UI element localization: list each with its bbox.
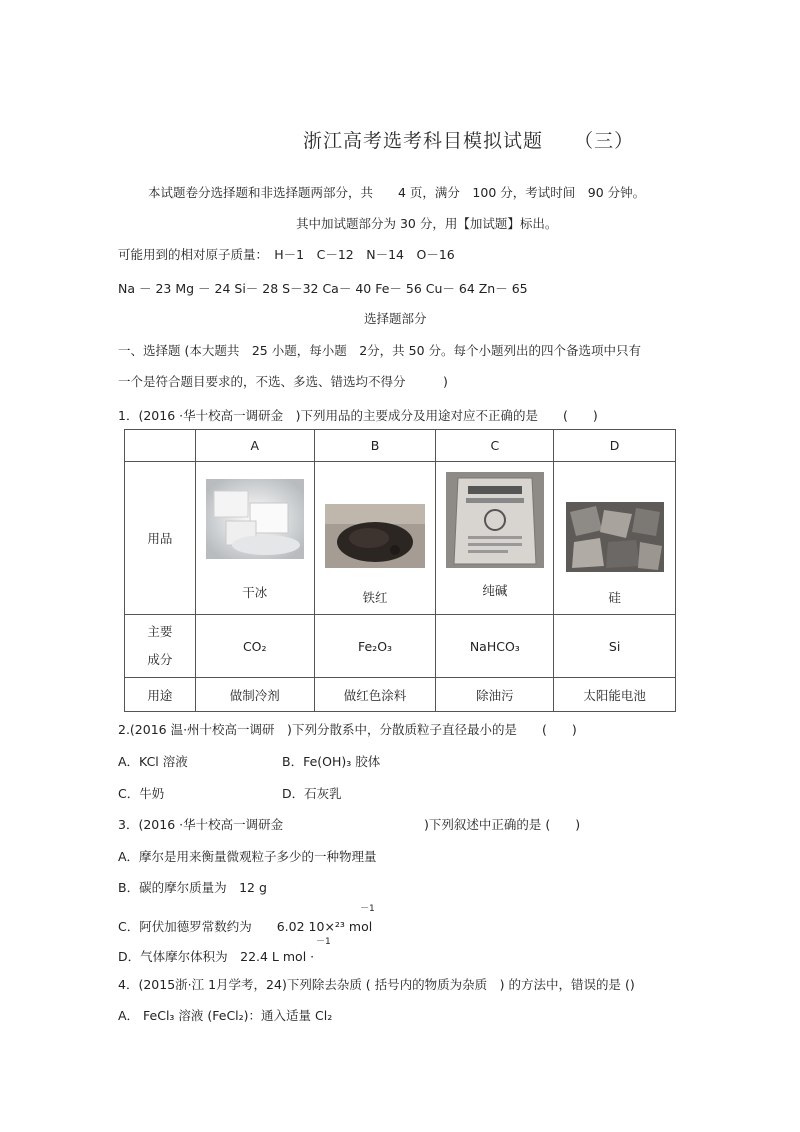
q3-option-d-exponent: －1 [316,937,331,947]
dry-ice-image [206,479,304,559]
item-cell-d [554,462,676,615]
q1-use-row [125,678,676,712]
q3-stem-right: )下列叙述中正确的是 ( ) [424,817,581,832]
q4-option-a: A． FeCl₃ 溶液 (FeCl₂)：通入适量 Cl₂ [118,1008,333,1023]
row-label-main-2: 成分 [147,652,173,667]
q3-option-c-exponent: －1 [360,904,375,914]
iron-red-powder-image [325,504,425,568]
q1-item-row [125,462,676,615]
component-d: Si [554,615,676,678]
item-cell-c [436,462,554,615]
q4-stem: 4．(2015浙·江 1月学考，24)下列除去杂质 ( 括号内的物质为杂质 ) 的方法中，错误的是 () [118,977,635,992]
title-text: 浙江高考选考科目模拟试题 [303,130,544,152]
q2-option-d: D．石灰乳 [282,786,342,801]
q2-option-b: B．Fe(OH)₃ 胶体 [282,754,381,769]
q3-stem-left: 3．(2016 ·华十校高一调研金 [118,817,284,832]
caption-d: 硅 [608,590,621,605]
intro-line-2: 其中加试题部分为 30 分，用【加试题】标出。 [296,216,558,231]
q1-component-row [125,615,676,678]
section-title: 选择题部分 [364,311,427,326]
caption-a: 干冰 [242,585,268,600]
q1-table [124,429,676,712]
soda-ash-bag-image [446,472,544,568]
item-cell-b [314,462,436,615]
header-cell [125,430,196,462]
q3-option-c: C．阿伏加德罗常数约为 6.02 10×²³ mol [118,919,373,934]
atomic-masses-line-1: 可能用到的相对原子质量： H－1 C－12 N－14 O－16 [118,247,455,262]
item-cell-a [195,462,314,615]
use-d: 太阳能电池 [554,678,676,712]
silicon-chunks-image [566,502,664,572]
use-c: 除油污 [436,678,554,712]
use-a: 做制冷剂 [195,678,314,712]
use-b: 做红色涂料 [314,678,436,712]
atomic-masses-line-2: Na － 23 Mg － 24 Si－ 28 S－32 Ca－ 40 Fe－ 56 Cu－ 64 Zn－ 65 [118,281,528,296]
q3-option-a: A．摩尔是用来衡量微观粒子多少的一种物理量 [118,849,377,864]
page-title [303,126,634,153]
row-label-main-component [125,615,196,678]
q1-header-row [125,430,676,462]
header-cell-a: A [195,430,314,462]
component-b: Fe₂O₃ [314,615,436,678]
title-part: （三） [574,130,635,152]
row-label-use: 用途 [125,678,196,712]
component-c: NaHCO₃ [436,615,554,678]
part1-instructions-line-2: 一个是符合题目要求的，不选、多选、错选均不得分 ) [118,374,448,389]
header-cell-d: D [554,430,676,462]
q3-option-b: B．碳的摩尔质量为 12 g [118,880,267,895]
row-label-item: 用品 [125,462,196,615]
caption-b: 铁红 [362,590,388,605]
part1-instructions-line-1: 一、选择题 (本大题共 25 小题，每小题 2分，共 50 分。每个小题列出的四个备选项中只有 [118,343,642,358]
intro-line-1: 本试题卷分选择题和非选择题两部分，共 4 页，满分 100 分，考试时间 90 分钟。 [148,185,646,200]
q3-option-d: D．气体摩尔体积为 22.4 L mol · [118,949,315,964]
q2-option-c: C．牛奶 [118,786,165,801]
header-cell-c: C [436,430,554,462]
component-a: CO₂ [195,615,314,678]
header-cell-b: B [314,430,436,462]
q1-stem: 1．(2016 ·华十校高一调研金 )下列用品的主要成分及用途对应不正确的是 ( ) [118,408,598,423]
q2-option-a: A．KCl 溶液 [118,754,188,769]
q2-stem: 2.(2016 温·州十校高一调研 )下列分散系中，分散质粒子直径最小的是 ( ) [118,722,577,737]
row-label-main-1: 主要 [147,624,173,639]
caption-c: 纯碱 [482,583,508,598]
